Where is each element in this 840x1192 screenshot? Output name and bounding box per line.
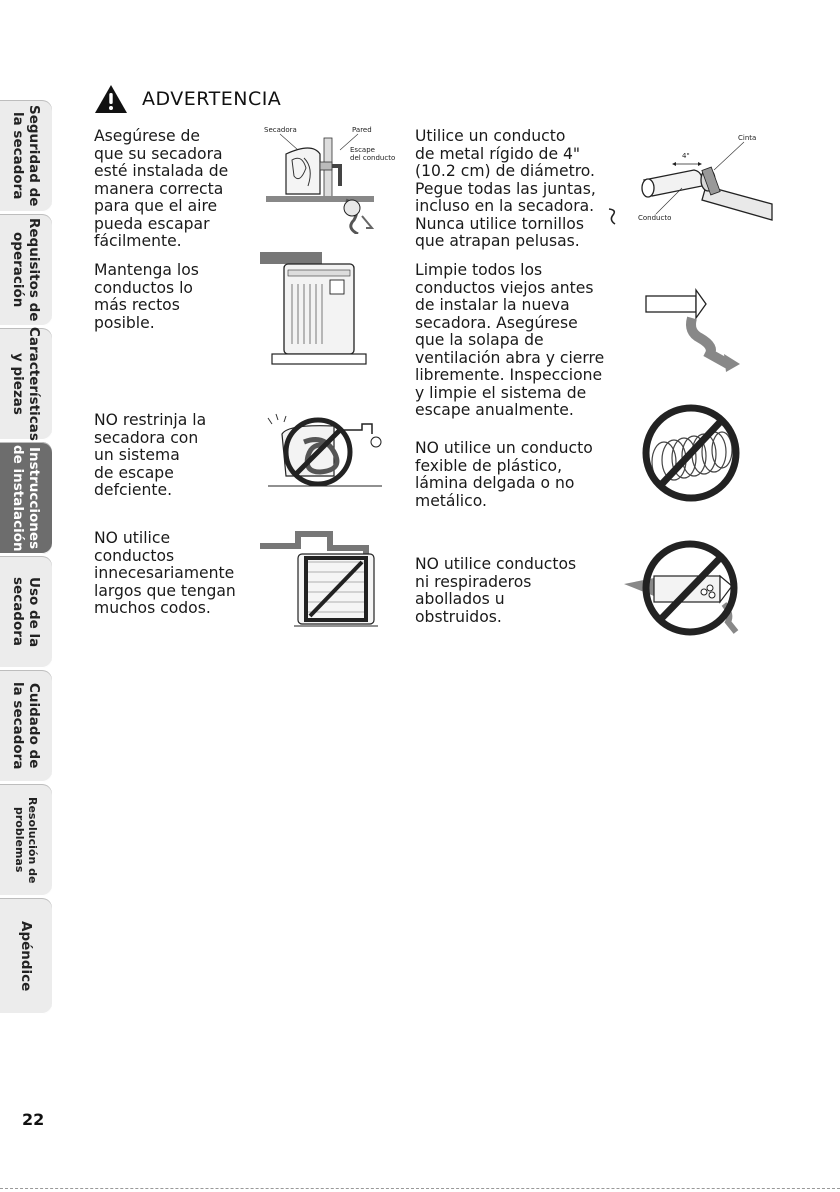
tab-label: Apéndice (18, 920, 34, 992)
tab-label: Resolución de problemas (13, 796, 39, 884)
bottom-divider (0, 1188, 840, 1191)
instruction-clean-ducts: Limpie todos los conductos viejos antes de instalar la nueva secadora. Asegúrese que la solapa de ventilación abra y cierre libremente. Inspeccione y limpie el sistema de escape anualmente. (415, 261, 605, 419)
instruction-no-long-ducts: NO utilice conductos innecesariamente largos que tengan muchos codos. (94, 529, 236, 617)
instruction-no-dented: NO utilice conductos ni respiraderos abollados u obstruidos. (415, 555, 577, 626)
tab-label: Seguridad de la secadora (10, 105, 42, 207)
tab-cuidado[interactable] (0, 670, 52, 782)
instruction-proper-install: Asegúrese de que su secadora esté instalada de manera correcta para que el aire pueda escapar fácilmente. (94, 127, 229, 250)
dented-duct-prohibited-illustration (620, 538, 748, 640)
exhaust-label-2: del conducto (350, 154, 396, 162)
tab-label: Características y piezas (10, 327, 42, 441)
tab-requisitos[interactable] (0, 214, 52, 326)
tab-apendice[interactable] (0, 898, 52, 1014)
page-number: 22 (22, 1110, 45, 1129)
tab-label: Uso de la secadora (10, 576, 42, 648)
dryer-label: Secadora (264, 126, 297, 134)
straight-duct-illustration (258, 252, 378, 372)
rigid-duct-tape-illustration (622, 130, 782, 230)
vent-flap-illustration (644, 288, 744, 372)
instruction-rigid-duct: Utilice un conducto de metal rígido de 4" (10.2 cm) de diámetro. Pegue todas las juntas, incluso en la secadora. Nunca utilice tornillos que atrapan pelusas. (415, 127, 596, 250)
tab-label: Cuidado de la secadora (10, 682, 42, 770)
tab-label: Requisitos de operación (10, 218, 42, 322)
tab-caracteristicas[interactable] (0, 328, 52, 440)
long-duct-prohibited-illustration (258, 528, 382, 630)
tab-instrucciones[interactable] (0, 442, 52, 554)
instruction-no-plastic: NO utilice un conducto fexible de plástico, lámina delgada o no metálico. (415, 439, 593, 510)
tab-label: Instrucciones de instalación (10, 444, 42, 552)
tab-seguridad[interactable] (0, 100, 52, 212)
screw-icon (606, 206, 620, 228)
tape-label: Cinta (738, 134, 757, 142)
tab-uso[interactable] (0, 556, 52, 668)
plastic-duct-prohibited-illustration (640, 402, 742, 504)
warning-triangle-icon (94, 84, 128, 114)
instruction-straight-ducts: Mantenga los conductos lo más rectos posible. (94, 261, 199, 332)
warning-title: ADVERTENCIA (142, 88, 282, 110)
exhaust-label-1: Escape (350, 146, 375, 154)
instruction-no-restrict: NO restrinja la secadora con un sistema de escape defciente. (94, 411, 207, 499)
warning-header (94, 84, 281, 114)
tab-resolucion[interactable] (0, 784, 52, 896)
wall-label: Pared (352, 126, 372, 134)
duct-label: Conducto (638, 214, 672, 222)
restricted-exhaust-illustration (264, 412, 388, 492)
diameter-label: 4" (682, 152, 690, 160)
dryer-exhaust-illustration (262, 124, 402, 234)
